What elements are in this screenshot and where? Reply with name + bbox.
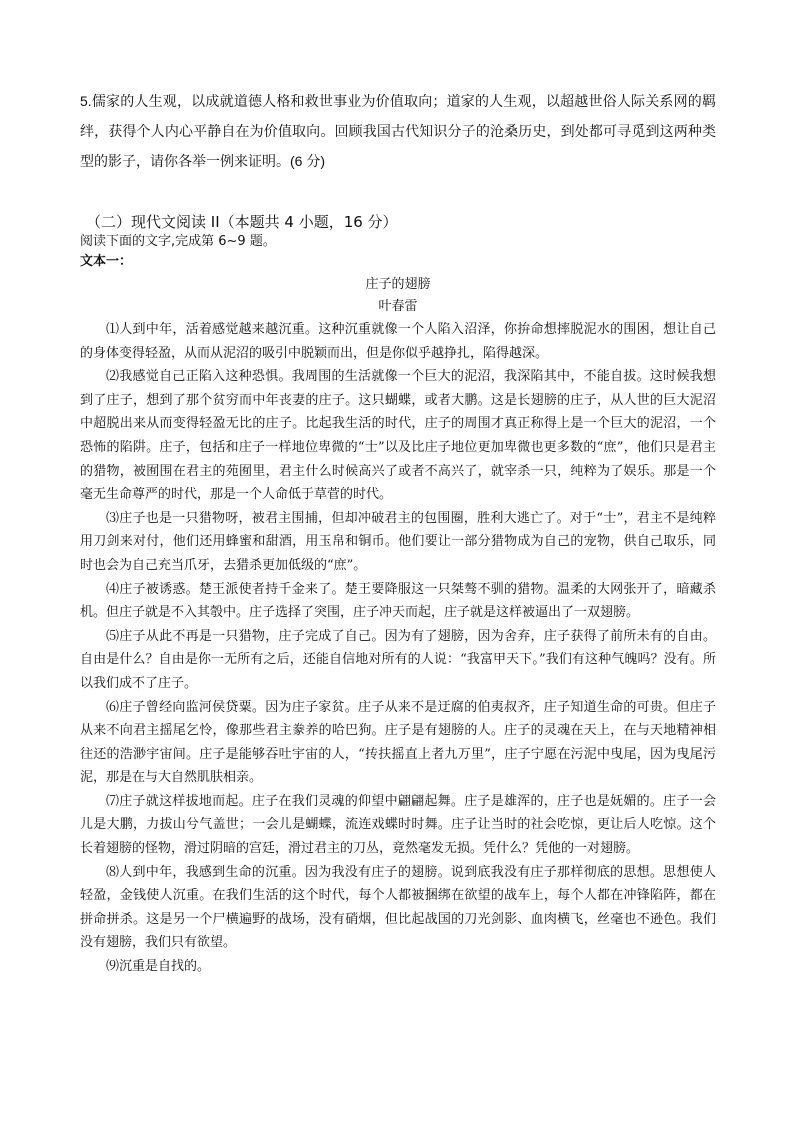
article-paragraph-7: ⑺庄子就这样拔地而起。庄子在我们灵魂的仰望中翩翩起舞。庄子是雄浑的，庄子也是妩媚的。庄子一会儿是大鹏，力拔山兮气盖世；一会儿是蝴蝶，流连戏蝶时时舞。庄子让当时的社会吃惊，更让后人吃惊。这个长着翅膀的怪物，滑过阴暗的宫廷，滑过君主的刀丛，竟然毫发无损。凭什么？凭他的一对翅膀。 bbox=[80, 793, 716, 857]
article-body bbox=[80, 318, 716, 979]
article-paragraph-1: ⑴人到中年，活着感觉越来越沉重。这种沉重就像一个人陷入沼泽，你拚命想摔脱泥水的围困，想让自己的身体变得轻盈，从而从泥沼的吸引中脱颖而出，但是你似乎越挣扎，陷得越深。 bbox=[80, 322, 716, 361]
article-paragraph-9: ⑼沉重是自找的。 bbox=[106, 959, 211, 975]
reading-instruction: 阅读下面的文字,完成第 6~9 题。 bbox=[80, 234, 276, 249]
article-author: 叶春雷 bbox=[378, 299, 418, 314]
section-title: （二）现代文阅读 II（本题共 4 小题，16 分） bbox=[86, 213, 398, 231]
article-paragraph-5: ⑸庄子从此不再是一只猎物，庄子完成了自己。因为有了翅膀，因为舍弃，庄子获得了前所未有的自由。自由是什么？自由是你一无所有之后，还能自信地对所有的人说：“我富甲天下。”我们有这种气魄吗？没有。所以我们成不了庄子。 bbox=[80, 628, 716, 691]
article-title: 庄子的翅膀 bbox=[365, 277, 431, 292]
text-one-label: 文本一： bbox=[80, 254, 133, 269]
modern-reading-section bbox=[80, 212, 716, 979]
article-paragraph-3: ⑶庄子也是一只猎物呀，被君主围捕，但却冲破君主的包围圈，胜利大逃亡了。对于“士”，君主不是纯粹用刀剑来对付，他们还用蜂蜜和甜酒，用玉帛和铜币。他们要让一部分猎物成为自己的宠物，供自己取乐，同时也会为自己充当爪牙，去猎杀更加低级的“庶”。 bbox=[80, 510, 716, 573]
article-paragraph-2: ⑵我感觉自己正陷入这种恐惧。我周围的生活就像一个巨大的泥沼，我深陷其中，不能自拔。这时候我想到了庄子，想到了那个贫穷而中年丧妻的庄子。这只蝴蝶，或者大鹏。这是长翅膀的庄子，从人世的巨大泥沼中超脱出来从而变得轻盈无比的庄子。比起我生活的时代，庄子的周围才真正称得上是一个巨大的泥沼，一个恐怖的陷阱。庄子，包括和庄子一样地位卑微的“士”以及比庄子地位更加卑微也更多数的“庶”，他们只是君主的猎物，被囿围在君主的苑囿里，君主什么时候高兴了或者不高兴了，就宰杀一只，纯粹为了娱乐。那是一个毫无生命尊严的时代，那是一个人命低于草菅的时代。 bbox=[80, 369, 716, 503]
article-paragraph-8: ⑻人到中年，我感到生命的沉重。因为我没有庄子的翅膀。说到底我没有庄子那样彻底的思想。思想使人轻盈，金钱使人沉重。在我们生活的这个时代，每个人都被捆绑在欲望的战车上，每个人都在冲锋陷阵，都在拼命拼杀。这是另一个尸横遍野的战场，没有硝烟，但比起战国的刀光剑影、血肉横飞，丝毫也不逊色。我们没有翅膀，我们只有欲望。 bbox=[80, 864, 716, 951]
question-5: 5.儒家的人生观，以成就道德人格和救世事业为价值取向；道家的人生观，以超越世俗人际关系网的羁绊，获得个人内心平静自在为价值取向。回顾我国古代知识分子的沧桑历史，到处都可寻觅到这两种类型的影子，请你各举一例来证明。(6 分) bbox=[80, 93, 716, 169]
article-paragraph-6: ⑹庄子曾经向监河侯贷粟。因为庄子家贫。庄子从来不是迂腐的伯夷叔齐，庄子知道生命的可贵。但庄子从来不向君主摇尾乞怜，像那些君主豢养的哈巴狗。庄子是有翅膀的人。庄子的灵魂在天上，在与天地精神相往还的浩渺宇宙间。庄子是能够吞吐宇宙的人，“抟扶摇直上者九万里”，庄子宁愿在污泥中曳尾，因为曳尾污泥，那是在与大自然肌肤相亲。 bbox=[80, 699, 716, 786]
article-paragraph-4: ⑷庄子被诱惑。楚王派使者持千金来了。楚王要降服这一只桀骜不驯的猎物。温柔的大网张开了，暗藏杀机。但庄子就是不入其彀中。庄子选择了突围，庄子冲天而起，庄子就是这样被逼出了一双翅膀。 bbox=[80, 581, 716, 621]
